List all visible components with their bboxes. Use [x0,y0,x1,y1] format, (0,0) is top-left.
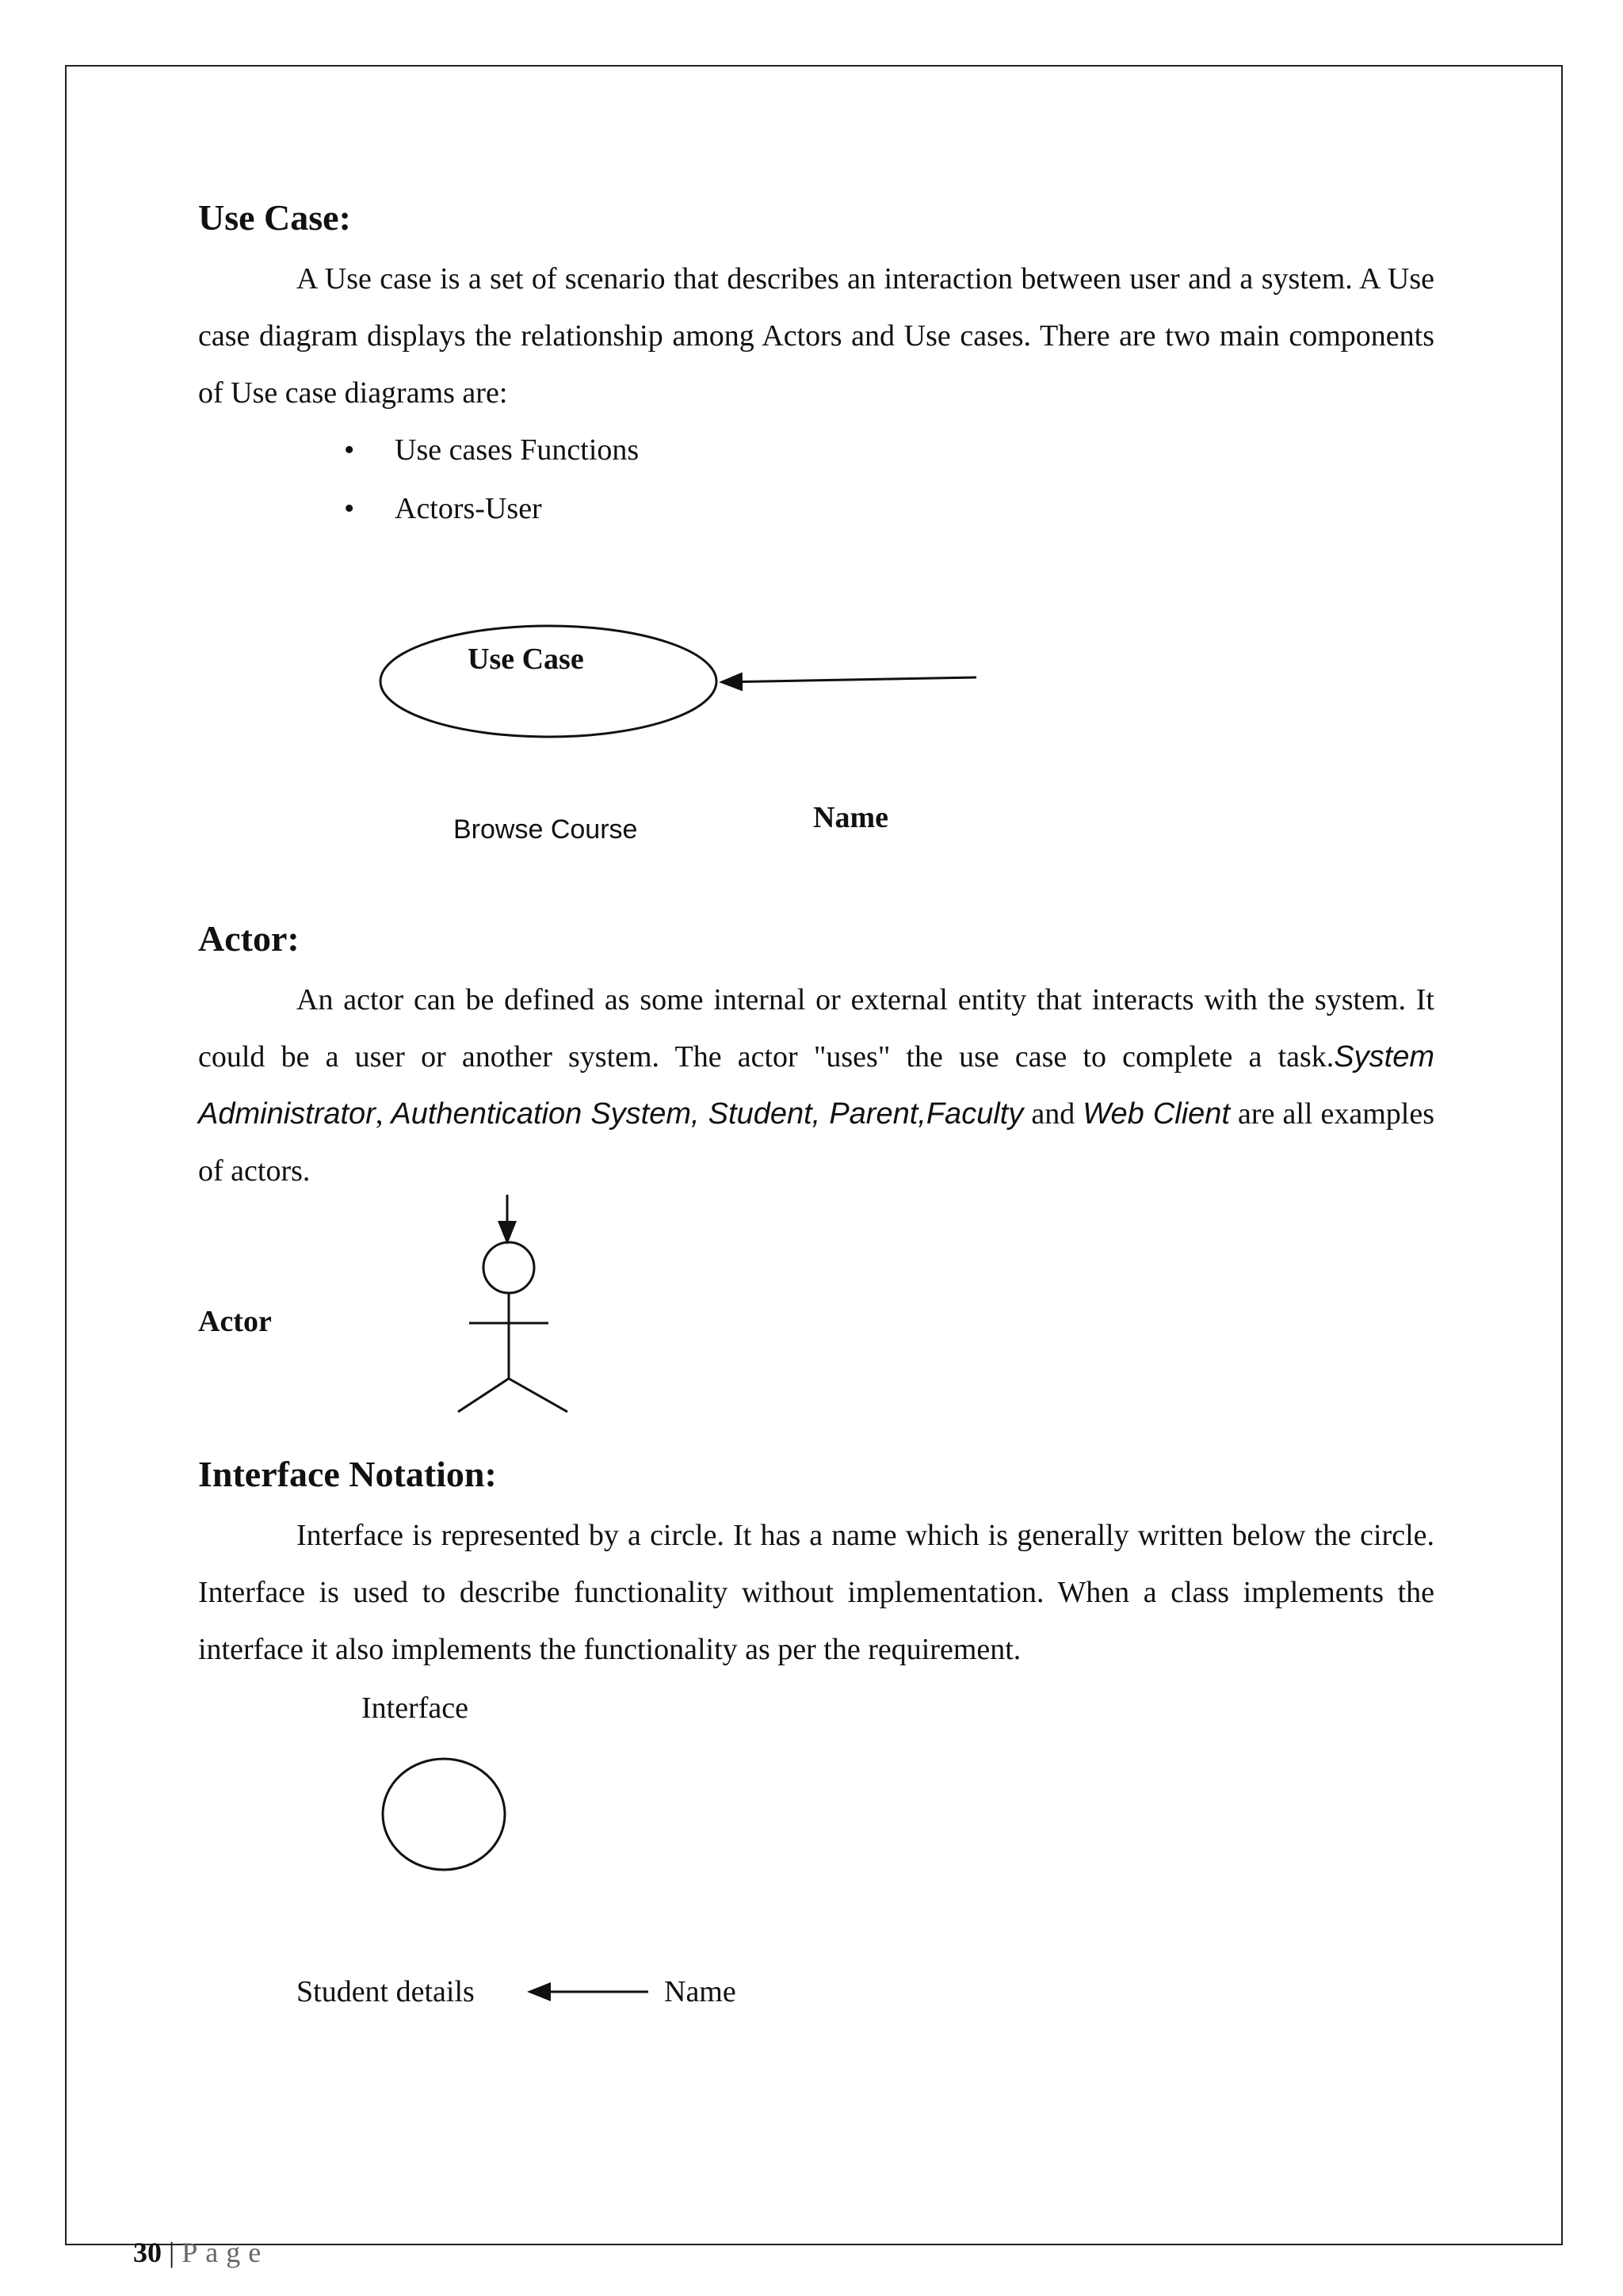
actor-example-2: Authentication System, Student, Parent,Faculty [391,1097,1024,1131]
actor-diagram-label: Actor [198,1305,272,1338]
interface-diagram-title: Interface [361,1691,468,1725]
page-number: 30 [133,2237,162,2268]
use-case-name-value: Browse Course [453,814,638,845]
actor-right-leg [509,1379,567,1412]
page-footer [133,2236,269,2269]
use-case-heading: Use Case: [198,197,351,238]
interface-paragraph-text: Interface is represented by a circle. It has a name which is generally written below the circle. Interface is used to describe functionality without implementation. When a class implements the interface it also implements the functionality as per the requirement. [198,1519,1434,1666]
page-word: Page [181,2237,269,2268]
footer-separator: | [162,2237,182,2268]
actor-comma: , [375,1097,384,1131]
interface-circle [383,1759,505,1870]
use-case-ellipse-label: Use Case [468,643,584,676]
bullet-dot-icon: • [344,433,355,467]
interface-name-value: Student details [296,1975,475,2008]
interface-name-label: Name [664,1975,736,2008]
use-case-paragraph-text: A Use case is a set of scenario that describes an interaction between user and a system. A Use case diagram displays the relationship among Actors and Use cases. There are two main components of Use case diagrams are: [198,262,1434,410]
actor-heading: Actor: [198,918,300,959]
bullet-text: Use cases Functions [395,433,640,467]
actor-and: and [1023,1097,1083,1131]
actor-paragraph [198,971,1434,1199]
actor-paragraph-text: An actor can be defined as some internal or external entity that interacts with the system. It could be a user or another system. The actor "uses" the use case to complete a task. [198,983,1434,1074]
interface-paragraph [198,1507,1434,1678]
actor-left-leg [458,1379,509,1412]
actor-paragraph-end: are all examples of actors. [198,1097,1434,1188]
use-case-name-label: Name [813,801,888,834]
actor-example-3: Web Client [1083,1097,1230,1131]
use-case-arrow [721,677,976,682]
actor-example-1: System Administrator [198,1040,1434,1131]
bullet-dot-icon: • [344,492,355,525]
interface-heading: Interface Notation: [198,1454,497,1494]
bullet-text: Actors-User [395,492,542,525]
actor-head [483,1242,534,1293]
